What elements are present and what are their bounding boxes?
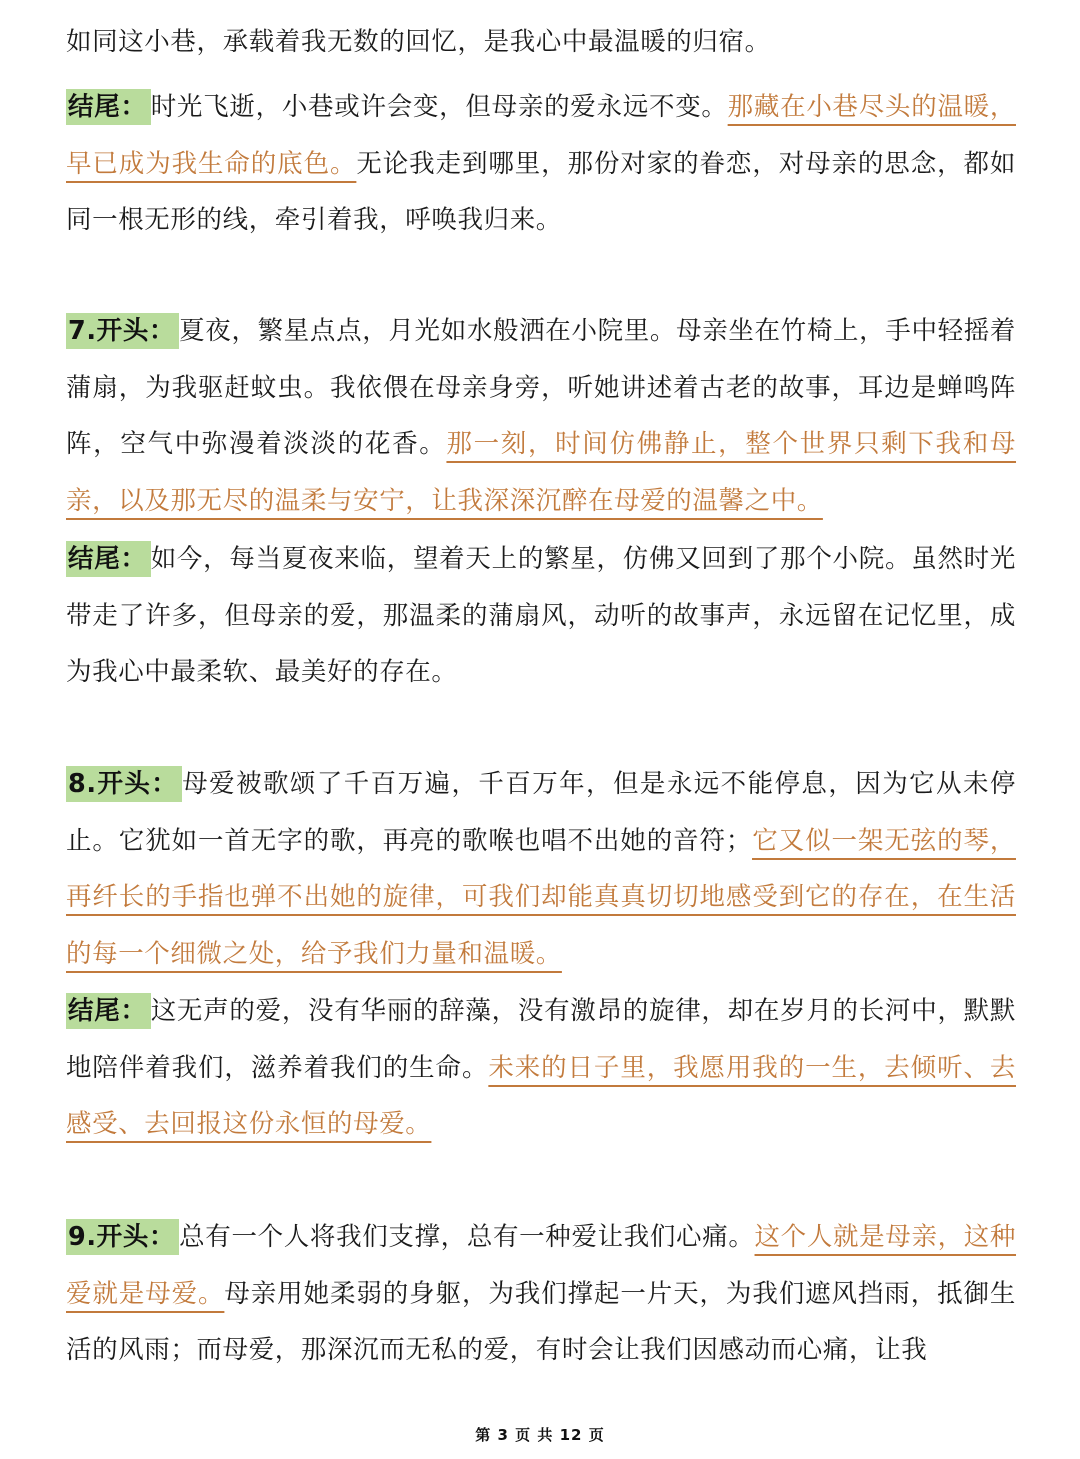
opening-label: 8.开头： [66,766,182,802]
paragraph-ending-6 [66,79,1016,249]
paragraph-text: 总有一个人将我们支撑，总有一种爱让我们心痛。 [179,1222,755,1252]
paragraph-text: 如同这小巷，承载着我无数的回忆，是我心中最温暖的归宿。 [66,27,771,57]
paragraph-text: 时光飞逝，小巷或许会变，但母亲的爱永远不变。 [150,92,728,122]
paragraph-text: 如今，每当夏夜来临，望着天上的繁星，仿佛又回到了那个小院。虽然时光带走了许多，但母亲的爱，那温柔的蒲扇风，动听的故事声，永远留在记忆里，成为我心中最柔软、最美好的存在。 [66,544,1016,687]
paragraph-text: 这无声的爱，没有华丽的辞藻，没有激昂的旋律，却在岁月的长河中，默默地陪伴着我们，滋养着我们的生命。 [66,996,1016,1083]
paragraph-ending-8 [66,983,1016,1153]
paragraph-text: 夏夜，繁星点点，月光如水般洒在小院里。母亲坐在竹椅上，手中轻摇着蒲扇，为我驱赶蚊虫。我依偎在母亲身旁，听她讲述着古老的故事，耳边是蝉鸣阵阵，空气中弥漫着淡淡的花香。 [66,316,1017,459]
paragraph-text: 无论我走到哪里，那份对家的眷恋，对母亲的思念，都如同一根无形的线，牵引着我，呼唤我归来。 [66,148,1016,235]
ending-label: 结尾： [66,993,151,1029]
paragraph-opening-8 [66,756,1016,982]
ending-label: 结尾： [66,541,151,577]
paragraph-ending-7 [66,531,1016,701]
paragraph-opening-7 [66,303,1016,529]
opening-label: 9.开头： [66,1219,179,1255]
paragraph-text: 母亲用她柔弱的身躯，为我们撑起一片天，为我们遮风挡雨，抵御生活的风雨；而母爱，那深沉而无私的爱，有时会让我们因感动而心痛，让我 [66,1278,1016,1365]
page-footer: 第 3 页 共 12 页 [475,1426,605,1444]
highlighted-sentence: 未来的日子里，我愿用我的一生，去倾听、去感受、去回报这份永恒的母爱。 [66,1052,1016,1139]
highlighted-sentence: 它又似一架无弦的琴，再纤长的手指也弹不出她的旋律，可我们却能真真切切地感受到它的存在，在生活的每一个细微之处，给予我们力量和温暖。 [66,825,1016,969]
paragraph-text: 母爱被歌颂了千百万遍，千百万年，但是永远不能停息，因为它从未停止。它犹如一首无字的歌，再亮的歌喉也唱不出她的音符； [66,769,1016,856]
paragraph-intro-continuation [66,14,1016,71]
highlighted-sentence: 那藏在小巷尽头的温暖，早已成为我生命的底色。 [66,92,1016,179]
highlighted-sentence: 这个人就是母亲，这种爱就是母爱。 [66,1222,1017,1309]
highlighted-sentence: 那一刻，时间仿佛静止，整个世界只剩下我和母亲，以及那无尽的温柔与安宁，让我深深沉醉在母爱的温馨之中。 [66,429,1017,516]
opening-label: 7.开头： [66,313,179,349]
paragraph-opening-9 [66,1209,1016,1379]
ending-label: 结尾： [66,89,151,125]
